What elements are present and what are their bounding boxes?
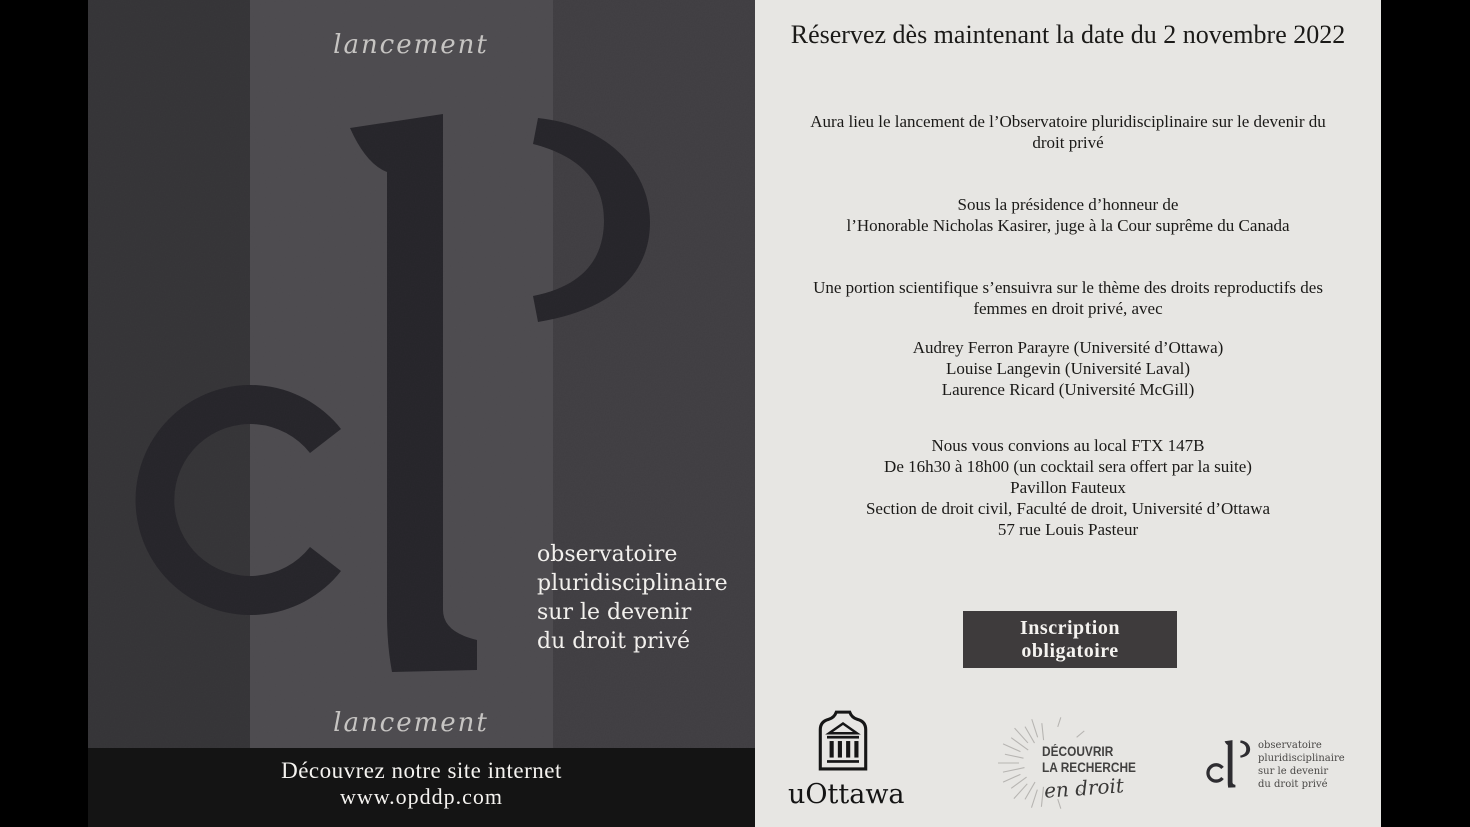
opddp-caption-line: observatoire (1258, 740, 1322, 751)
observatoire-caption (537, 540, 728, 656)
speakers-list (755, 337, 1381, 400)
caption-line: observatoire (537, 542, 678, 567)
caption-line: du droit privé (537, 629, 691, 654)
research-logo-line: DÉCOUVRIR (1042, 744, 1114, 759)
intro-paragraph (755, 111, 1381, 153)
research-logo (991, 708, 1151, 818)
uottawa-portico-icon (817, 708, 869, 772)
scientific-line: Une portion scientifique s’ensuivra sur le thème des droits reproductifs des (813, 278, 1323, 297)
presidence-line: Sous la présidence d’honneur de (957, 195, 1179, 214)
scientific-line: femmes en droit privé, avec (973, 299, 1163, 318)
website-url-link[interactable]: www.opddp.com (339, 784, 504, 809)
venue-line: 57 rue Louis Pasteur (997, 520, 1139, 539)
intro-line: Aura lieu le lancement de l’Observatoire pluridisciplinaire sur le devenir du (810, 112, 1326, 131)
website-invite-text: Découvrez notre site internet (281, 758, 562, 783)
invitation-panel (755, 0, 1381, 827)
lancement-label-top: lancement (333, 30, 489, 60)
website-footer (88, 748, 755, 827)
speaker-item: Laurence Ricard (Université McGill) (941, 380, 1195, 399)
letterbox-left (0, 0, 88, 827)
venue-line: Pavillon Fauteux (1010, 478, 1126, 497)
uottawa-wordmark: uOttawa (788, 779, 905, 810)
research-logo-script-line: en droit (1043, 773, 1125, 803)
venue-line: Nous vous convions au local FTX 147B (931, 436, 1205, 455)
lancement-label-bottom: lancement (333, 708, 489, 738)
speaker-item: Louise Langevin (Université Laval) (945, 359, 1191, 378)
caption-line: sur le devenir (537, 600, 692, 625)
registration-button[interactable]: Inscription obligatoire (963, 611, 1177, 668)
research-logo-line: LA RECHERCHE (1042, 760, 1136, 775)
venue-details (755, 435, 1381, 540)
cover-panel (88, 0, 755, 827)
letterbox-right (1381, 0, 1470, 827)
opddp-caption-line: sur le devenir (1258, 766, 1329, 777)
opddp-monogram-icon (1205, 738, 1251, 790)
opddp-logo-caption (1258, 739, 1345, 791)
save-the-date-title: Réservez dès maintenant la date du 2 novembre 2022 (790, 20, 1346, 49)
venue-line: Section de droit civil, Faculté de droit, Université d’Ottawa (865, 499, 1271, 518)
intro-line: droit privé (1032, 133, 1104, 152)
caption-line: pluridisciplinaire (537, 571, 728, 596)
opddp-caption-line: du droit privé (1258, 779, 1328, 790)
venue-line: De 16h30 à 18h00 (un cocktail sera offert par la suite) (884, 457, 1252, 476)
opddp-caption-line: pluridisciplinaire (1258, 753, 1345, 764)
uottawa-logo (788, 708, 905, 810)
presidence-line: l’Honorable Nicholas Kasirer, juge à la Cour suprême du Canada (846, 216, 1290, 235)
speaker-item: Audrey Ferron Parayre (Université d’Ottawa) (912, 338, 1224, 357)
scientific-paragraph (755, 277, 1381, 319)
presidence-paragraph (755, 194, 1381, 236)
